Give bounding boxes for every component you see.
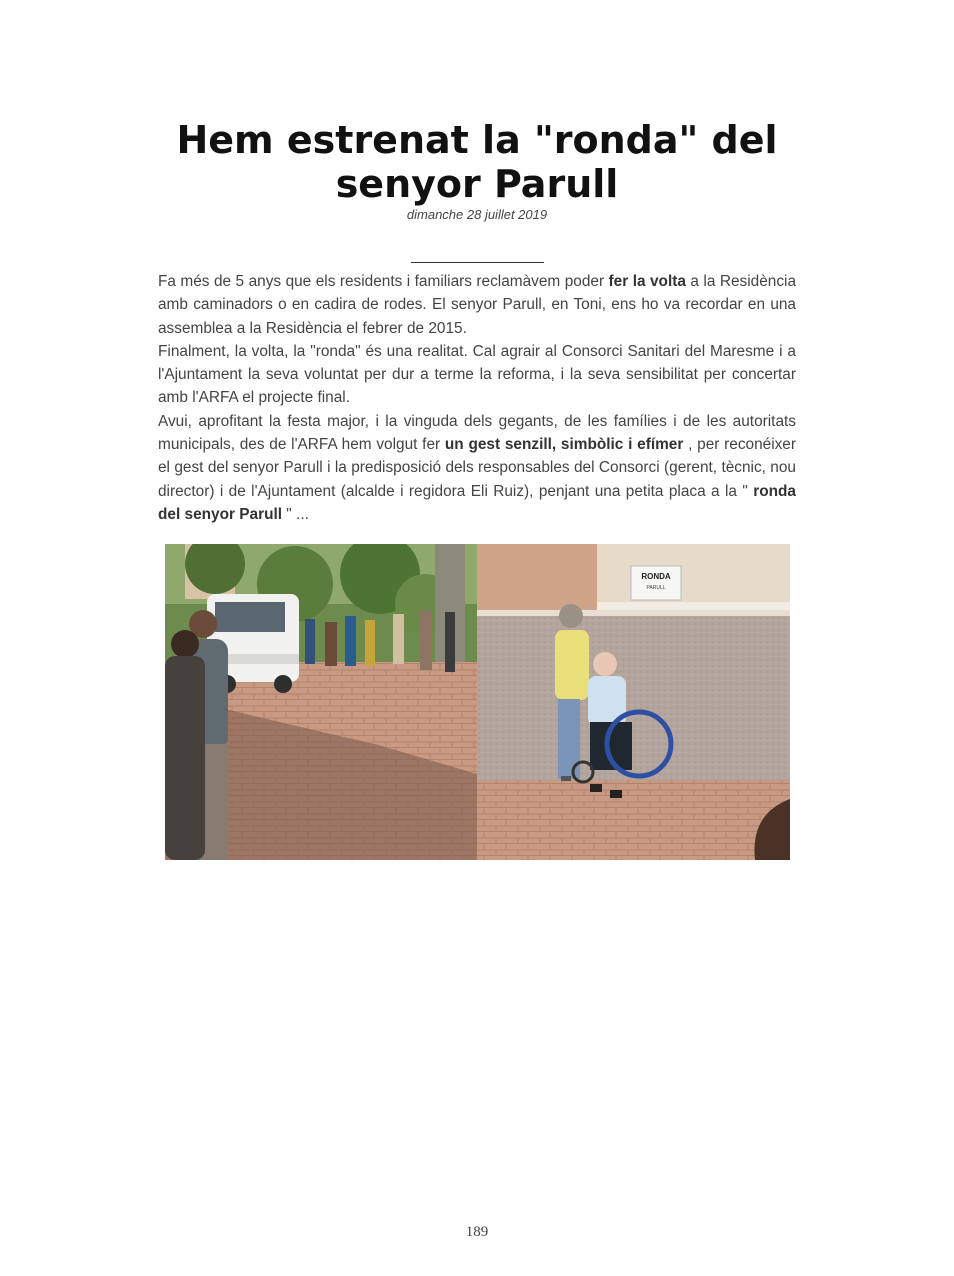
photo-right-scene [477, 544, 790, 860]
paragraph-3-bold-a: un gest senzill, simbòlic i efímer [444, 436, 684, 454]
ronda-plaque [631, 566, 681, 600]
article-title: Hem estrenat la "ronda" del senyor Parull [176, 118, 778, 206]
title-separator [411, 262, 544, 263]
foreground-women [165, 610, 228, 860]
paragraph-2: Finalment, la volta, la "ronda" és una realitat. Cal agrair al Consorci Sanitari del Maresme i a l'Ajuntament la seva voluntat per dur a terme la reforma, i la seva sensibilitat per concertar amb l'ARFA el projecte final. [158, 342, 796, 407]
article-photo [165, 544, 790, 860]
paragraph-3-text-a: Avui, aprofitant la festa major, i la vinguda dels gegants, de les famílies i de les autoritats municipals, des de l'ARFA hem volgut fer [158, 412, 796, 454]
paragraph-3 [158, 410, 796, 526]
plaque-subtitle: PARULL [646, 585, 666, 591]
paragraph-1-text-b: a la Residència amb caminadors o en cadira de rodes. El senyor Parull, en Toni, ens ho va recordar en una assemblea a la Residència el febrer de 2015. [158, 273, 797, 337]
paragraph-1-text-a: Fa més de 5 anys que els residents i familiars reclamàvem poder [158, 273, 609, 290]
photo-left-scene [165, 544, 477, 860]
paragraph-1-bold: fer la volta [608, 273, 686, 290]
paragraph-3-bold-b: ronda del senyor Parull [158, 482, 796, 523]
article-body [158, 270, 796, 526]
paragraph-3-text-c: " ... [282, 505, 309, 523]
article-date: dimanche 28 juillet 2019 [406, 207, 548, 222]
paragraph-3-text-b: , per reconéixer el gest del senyor Parull i la predisposició dels responsables del Consorci (gerent, tècnic, nou director) i de l'Ajuntament (alcalde i regidora Eli Ruiz), penjant una petita placa a la " [158, 436, 796, 500]
paragraph-1 [158, 270, 796, 340]
plaque-title: RONDA [641, 572, 671, 581]
page-number: 189 [465, 1224, 489, 1240]
